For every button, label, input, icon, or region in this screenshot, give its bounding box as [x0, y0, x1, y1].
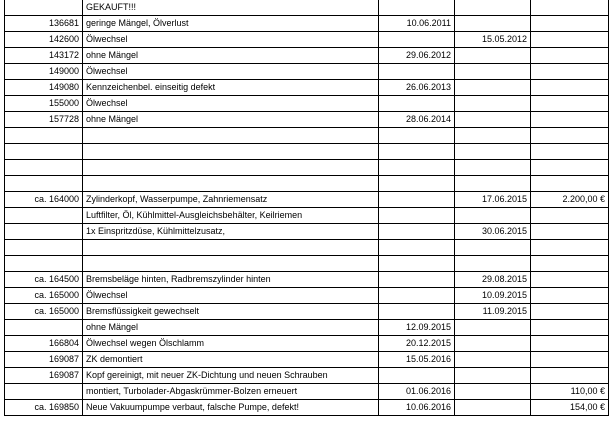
cell-description[interactable]: Neue Vakuumpumpe verbaut, falsche Pumpe, defekt!: [83, 400, 379, 416]
cell-service-date[interactable]: [455, 384, 531, 400]
cell-cost[interactable]: [531, 64, 609, 80]
cell-description[interactable]: ZK demontiert: [83, 352, 379, 368]
cell-description[interactable]: Bremsbeläge hinten, Radbremszylinder hinten: [83, 272, 379, 288]
sheet-row: [5, 320, 609, 336]
sheet-row: [5, 288, 609, 304]
cell-inspection-date[interactable]: [379, 192, 455, 208]
cell-cost[interactable]: [531, 32, 609, 48]
sheet-row: [5, 224, 609, 240]
sheet-row: [5, 160, 609, 176]
cell-service-date[interactable]: [455, 352, 531, 368]
cell-inspection-date[interactable]: [379, 240, 455, 256]
sheet-row: [5, 256, 609, 272]
cell-service-date[interactable]: [455, 16, 531, 32]
cell-description[interactable]: montiert, Turbolader-Abgaskrümmer-Bolzen erneuert: [83, 384, 379, 400]
sheet-row: [5, 304, 609, 320]
cell-cost[interactable]: [531, 256, 609, 272]
cell-service-date[interactable]: [455, 256, 531, 272]
cell-mileage[interactable]: ca. 165000: [5, 304, 83, 320]
cell-mileage[interactable]: 143172: [5, 48, 83, 64]
cell-mileage[interactable]: 157728: [5, 112, 83, 128]
cell-mileage[interactable]: 169087: [5, 368, 83, 384]
cell-cost[interactable]: [531, 16, 609, 32]
cell-cost[interactable]: [531, 160, 609, 176]
cell-description[interactable]: Ölwechsel: [83, 96, 379, 112]
sheet-row: [5, 384, 609, 400]
cell-description[interactable]: ohne Mängel: [83, 320, 379, 336]
cell-description[interactable]: Ölwechsel: [83, 288, 379, 304]
cell-service-date[interactable]: [455, 64, 531, 80]
cell-description[interactable]: [83, 256, 379, 272]
cell-service-date[interactable]: 29.08.2015: [455, 272, 531, 288]
cell-inspection-date[interactable]: 28.06.2014: [379, 112, 455, 128]
cell-description[interactable]: geringe Mängel, Ölverlust: [83, 16, 379, 32]
cell-service-date[interactable]: [455, 96, 531, 112]
cell-cost[interactable]: [531, 176, 609, 192]
sheet-row: [5, 176, 609, 192]
sheet-row: [5, 240, 609, 256]
cell-mileage[interactable]: 169087: [5, 352, 83, 368]
cell-description[interactable]: Ölwechsel wegen Ölschlamm: [83, 336, 379, 352]
sheet-row: [5, 112, 609, 128]
cell-cost[interactable]: [531, 96, 609, 112]
cell-cost[interactable]: [531, 112, 609, 128]
sheet-row: [5, 96, 609, 112]
sheet-row: [5, 32, 609, 48]
cell-mileage[interactable]: 155000: [5, 96, 83, 112]
cell-service-date[interactable]: 11.09.2015: [455, 304, 531, 320]
cell-cost[interactable]: [531, 272, 609, 288]
cell-inspection-date[interactable]: [379, 176, 455, 192]
cell-mileage[interactable]: [5, 176, 83, 192]
cell-inspection-date[interactable]: [379, 368, 455, 384]
cell-mileage[interactable]: [5, 208, 83, 224]
cell-mileage[interactable]: 136681: [5, 16, 83, 32]
cell-mileage[interactable]: [5, 0, 83, 16]
cell-inspection-date[interactable]: [379, 304, 455, 320]
cell-description[interactable]: Kopf gereinigt, mit neuer ZK-Dichtung und neuen Schrauben: [83, 368, 379, 384]
cell-inspection-date[interactable]: 10.06.2011: [379, 16, 455, 32]
sheet-row: [5, 368, 609, 384]
cell-description[interactable]: ohne Mängel: [83, 112, 379, 128]
cell-inspection-date[interactable]: [379, 96, 455, 112]
sheet-row: [5, 272, 609, 288]
cell-inspection-date[interactable]: [379, 224, 455, 240]
cell-mileage[interactable]: 149000: [5, 64, 83, 80]
sheet-body: [5, 0, 609, 416]
cell-service-date[interactable]: 30.06.2015: [455, 224, 531, 240]
cell-inspection-date[interactable]: 12.09.2015: [379, 320, 455, 336]
cell-description[interactable]: Ölwechsel: [83, 64, 379, 80]
cell-cost[interactable]: [531, 320, 609, 336]
sheet-row: [5, 352, 609, 368]
sheet-row: [5, 64, 609, 80]
cell-inspection-date[interactable]: [379, 256, 455, 272]
cell-mileage[interactable]: [5, 144, 83, 160]
cell-cost[interactable]: [531, 336, 609, 352]
cell-cost[interactable]: [531, 208, 609, 224]
cell-inspection-date[interactable]: 26.06.2013: [379, 80, 455, 96]
cell-service-date[interactable]: 17.06.2015: [455, 192, 531, 208]
cell-service-date[interactable]: [455, 160, 531, 176]
cell-service-date[interactable]: [455, 112, 531, 128]
sheet-row: [5, 48, 609, 64]
sheet-row: [5, 0, 609, 16]
sheet-row: [5, 208, 609, 224]
cell-inspection-date[interactable]: [379, 160, 455, 176]
cell-inspection-date[interactable]: [379, 272, 455, 288]
cell-cost[interactable]: [531, 304, 609, 320]
cell-mileage[interactable]: [5, 224, 83, 240]
cell-description[interactable]: 1x Einspritzdüse, Kühlmittelzusatz,: [83, 224, 379, 240]
sheet-row: [5, 336, 609, 352]
sheet-row: [5, 400, 609, 416]
cell-inspection-date[interactable]: 10.06.2016: [379, 400, 455, 416]
cell-service-date[interactable]: [455, 336, 531, 352]
sheet-row: [5, 16, 609, 32]
cell-service-date[interactable]: [455, 0, 531, 16]
cell-cost[interactable]: [531, 0, 609, 16]
cell-inspection-date[interactable]: [379, 32, 455, 48]
cell-mileage[interactable]: [5, 160, 83, 176]
cell-cost[interactable]: [531, 368, 609, 384]
cell-service-date[interactable]: 10.09.2015: [455, 288, 531, 304]
cell-cost[interactable]: 2.200,00 €: [531, 192, 609, 208]
cell-mileage[interactable]: ca. 169850: [5, 400, 83, 416]
cell-mileage[interactable]: ca. 164500: [5, 272, 83, 288]
sheet-row: [5, 192, 609, 208]
cell-service-date[interactable]: [455, 176, 531, 192]
cell-cost[interactable]: [531, 128, 609, 144]
cell-mileage[interactable]: [5, 128, 83, 144]
cell-service-date[interactable]: [455, 48, 531, 64]
cell-cost[interactable]: [531, 80, 609, 96]
cell-mileage[interactable]: [5, 320, 83, 336]
cell-service-date[interactable]: [455, 128, 531, 144]
cell-service-date[interactable]: [455, 400, 531, 416]
cell-description[interactable]: [83, 160, 379, 176]
cell-inspection-date[interactable]: 01.06.2016: [379, 384, 455, 400]
cell-description[interactable]: Ölwechsel: [83, 32, 379, 48]
cell-cost[interactable]: [531, 144, 609, 160]
sheet-row: [5, 144, 609, 160]
cell-service-date[interactable]: [455, 208, 531, 224]
sheet-row: [5, 128, 609, 144]
cell-cost[interactable]: [531, 48, 609, 64]
cell-mileage[interactable]: [5, 384, 83, 400]
cell-description[interactable]: Bremsflüssigkeit gewechselt: [83, 304, 379, 320]
cell-cost[interactable]: [531, 352, 609, 368]
cell-mileage[interactable]: 166804: [5, 336, 83, 352]
cell-mileage[interactable]: ca. 164000: [5, 192, 83, 208]
cell-description[interactable]: [83, 176, 379, 192]
cell-inspection-date[interactable]: [379, 128, 455, 144]
cell-service-date[interactable]: [455, 320, 531, 336]
cell-service-date[interactable]: [455, 80, 531, 96]
cell-inspection-date[interactable]: 20.12.2015: [379, 336, 455, 352]
cell-description[interactable]: ohne Mängel: [83, 48, 379, 64]
cell-description[interactable]: [83, 128, 379, 144]
cell-inspection-date[interactable]: [379, 0, 455, 16]
cell-service-date[interactable]: [455, 144, 531, 160]
sheet-row: [5, 80, 609, 96]
cell-description[interactable]: GEKAUFT!!!: [83, 0, 379, 16]
cell-inspection-date[interactable]: [379, 208, 455, 224]
cell-cost[interactable]: [531, 288, 609, 304]
cell-mileage[interactable]: 149080: [5, 80, 83, 96]
cell-mileage[interactable]: 142600: [5, 32, 83, 48]
cell-inspection-date[interactable]: [379, 144, 455, 160]
cell-service-date[interactable]: [455, 240, 531, 256]
cell-inspection-date[interactable]: 15.05.2016: [379, 352, 455, 368]
cell-service-date[interactable]: [455, 368, 531, 384]
cell-description[interactable]: [83, 240, 379, 256]
cell-service-date[interactable]: 15.05.2012: [455, 32, 531, 48]
cell-inspection-date[interactable]: 29.06.2012: [379, 48, 455, 64]
cell-description[interactable]: Kennzeichenbel. einseitig defekt: [83, 80, 379, 96]
cell-cost[interactable]: [531, 224, 609, 240]
cell-mileage[interactable]: [5, 240, 83, 256]
cell-mileage[interactable]: [5, 256, 83, 272]
cell-description[interactable]: [83, 144, 379, 160]
cell-cost[interactable]: [531, 240, 609, 256]
cell-cost[interactable]: 110,00 €: [531, 384, 609, 400]
cell-cost[interactable]: 154,00 €: [531, 400, 609, 416]
cell-mileage[interactable]: ca. 165000: [5, 288, 83, 304]
cell-description[interactable]: Luftfilter, Öl, Kühlmittel-Ausgleichsbehälter, Keilriemen: [83, 208, 379, 224]
cell-inspection-date[interactable]: [379, 288, 455, 304]
service-log-spreadsheet: [4, 0, 609, 416]
cell-inspection-date[interactable]: [379, 64, 455, 80]
cell-description[interactable]: Zylinderkopf, Wasserpumpe, Zahnriemensatz: [83, 192, 379, 208]
